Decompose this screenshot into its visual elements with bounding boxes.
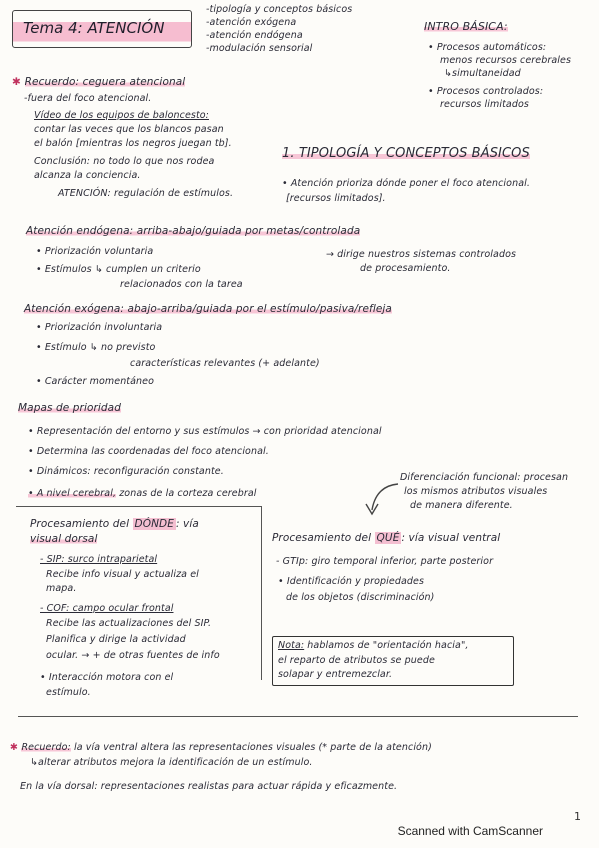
tipologia-line: • Atención prioriza dónde poner el foco atencional. [282, 178, 530, 189]
recuerdo-line: -fuera del foco atencional. [24, 93, 152, 104]
donde-line: - COF: campo ocular frontal [40, 603, 174, 614]
endogena-line: • Priorización voluntaria [36, 246, 154, 257]
donde-line: mapa. [46, 583, 77, 594]
donde-line: Planifica y dirige la actividad [46, 634, 186, 645]
recuerdo2-line: En la vía dorsal: representaciones realistas para actuar rápida y eficazmente. [20, 781, 398, 792]
mapas-side: de manera diferente. [410, 500, 513, 511]
endogena-line: • Estímulos ↳ cumplen un criterio [36, 264, 201, 275]
endogena-side: de procesamiento. [360, 263, 451, 274]
divider [16, 506, 261, 507]
toc-item: -tipología y conceptos básicos [206, 4, 353, 15]
intro-line: menos recursos cerebrales [440, 55, 572, 66]
donde-line: Recibe las actualizaciones del SIP. [46, 618, 212, 629]
exogena-line: • Priorización involuntaria [36, 322, 163, 333]
exogena-line: • Estímulo ↳ no previsto [36, 342, 156, 353]
note-line: Nota: hablamos de "orientación hacia", [278, 640, 469, 651]
note-line: el reparto de atributos se puede [278, 655, 435, 666]
endogena-line: relacionados con la tarea [120, 279, 243, 290]
endogena-title: Atención endógena: arriba-abajo/guiada por metas/controlada [26, 225, 361, 237]
exogena-title: Atención exógena: abajo-arriba/guiada por el estímulo/pasiva/refleja [24, 303, 392, 315]
mapas-line: • A nivel cerebral, zonas de la corteza cerebral [28, 488, 257, 499]
donde-line: Recibe info visual y actualiza el [46, 569, 199, 580]
recuerdo-line: ATENCIÓN: regulación de estímulos. [58, 188, 234, 199]
intro-title: INTRO BÁSICA: [424, 20, 508, 33]
divider [18, 716, 578, 717]
curved-arrow-icon [362, 480, 402, 520]
mapas-side: los mismos atributos visuales [404, 486, 548, 497]
mapas-side: Diferenciación funcional: procesan [400, 472, 569, 483]
exogena-line: características relevantes (+ adelante) [130, 358, 320, 369]
donde-title: Procesamiento del DÓNDE : vía [30, 518, 199, 530]
mapas-line: • Representación del entorno y sus estímulos → con prioridad atencional [28, 426, 382, 437]
section-title: 1. TIPOLOGÍA Y CONCEPTOS BÁSICOS [282, 146, 530, 161]
tipologia-line: [recursos limitados]. [286, 193, 386, 204]
intro-line: • Procesos automáticos: [428, 42, 547, 53]
donde-line: • Interacción motora con el [40, 672, 174, 683]
page-number: 1 [574, 810, 581, 823]
donde-line: estímulo. [46, 687, 91, 698]
que-line: • Identificación y propiedades [278, 576, 425, 587]
page-title: Tema 4: ATENCIÓN [23, 19, 165, 37]
mapas-line: • Dinámicos: reconfiguración constante. [28, 466, 224, 477]
recuerdo-line: el balón [mientras los negros juegan tb]. [34, 138, 232, 149]
exogena-line: • Carácter momentáneo [36, 376, 155, 387]
recuerdo2-line: ✱ Recuerdo: la vía ventral altera las representaciones visuales (* parte de la atención) [10, 742, 432, 753]
recuerdo-heading: ✱ Recuerdo: ceguera atencional [12, 76, 186, 88]
que-line: - GTIp: giro temporal inferior, parte posterior [276, 556, 494, 567]
que-line: de los objetos (discriminación) [286, 592, 435, 603]
recuerdo2-line: ↳alterar atributos mejora la identificación de un estímulo. [30, 757, 313, 768]
donde-line: ocular. → + de otras fuentes de info [46, 650, 220, 661]
mapas-title: Mapas de prioridad [18, 402, 121, 414]
title-box [12, 10, 192, 48]
intro-line: recursos limitados [440, 99, 529, 110]
intro-line: ↳simultaneidad [444, 68, 521, 79]
recuerdo-line: contar las veces que los blancos pasan [34, 124, 224, 135]
recuerdo-line: alcanza la conciencia. [34, 170, 141, 181]
toc-item: -modulación sensorial [206, 43, 313, 54]
intro-line: • Procesos controlados: [428, 86, 544, 97]
recuerdo-line: Vídeo de los equipos de baloncesto: [34, 110, 209, 121]
donde-line: - SIP: surco intraparietal [40, 554, 158, 565]
note-line: solapar y entremezclar. [278, 669, 393, 680]
divider [261, 506, 262, 680]
que-title: Procesamiento del QUÉ : vía visual ventral [272, 532, 501, 544]
mapas-line: • Determina las coordenadas del foco atencional. [28, 446, 269, 457]
donde-title: visual dorsal [30, 533, 98, 545]
endogena-side: → dirige nuestros sistemas controlados [326, 249, 517, 260]
scanner-watermark: Scanned with CamScanner [397, 824, 543, 838]
recuerdo-line: Conclusión: no todo lo que nos rodea [34, 156, 215, 167]
toc-item: -atención endógena [206, 30, 303, 41]
toc-item: -atención exógena [206, 17, 297, 28]
